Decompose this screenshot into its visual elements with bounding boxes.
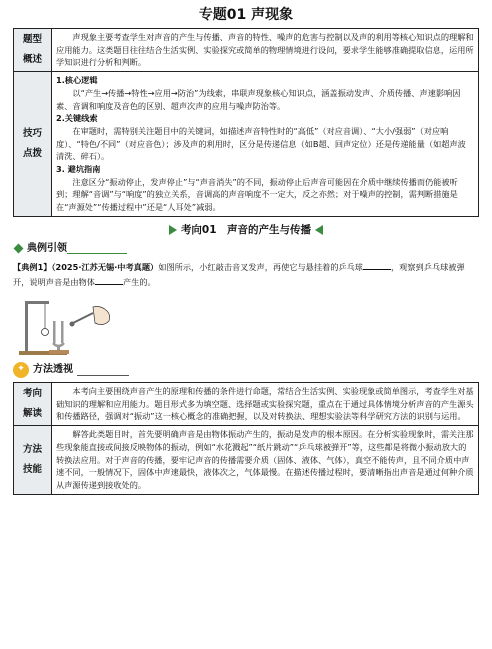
tips-table [13, 71, 479, 217]
tips-heading-3: 3. 避坑指南 [56, 164, 101, 175]
answer-blank-1[interactable] [363, 262, 391, 270]
section-example-header [13, 241, 479, 257]
intro-content [52, 29, 479, 72]
diamond-icon [14, 244, 24, 254]
page [0, 2, 492, 649]
topic-banner-text: 考向01 声音的产生与传播 [180, 223, 312, 236]
example-tag: 【典例1】 [13, 261, 52, 272]
section-method-title: 方法透视 [33, 364, 73, 376]
section-underline [67, 253, 127, 254]
tips-label: 技巧 点拨 [14, 72, 52, 217]
example-question: 【典例1】（2025·江苏无锡·中考真题）如图所示，小红敲击音叉发声，再使它与悬挂着的乒乓球 ，观察到乒乓球被弹开，说明声音是由物体 产生的。 [13, 261, 465, 288]
section-underline [77, 375, 129, 376]
method-table [13, 382, 479, 495]
tuning-fork-figure [15, 293, 479, 357]
tips-text-3: 注意区分“振动停止，发声停止”与“声音消失”的不同，振动停止后声音可能因在介质中继续传播而仍能被听到；理解“音调”与“响度”的独立关系，音调高的声音响度不一定大，反之亦然；对于噪声的控制，需判断措施是在“声源处”“传播过程中”还是“人耳处”减弱。 [56, 176, 458, 213]
page-title: 专题01 声现象 [198, 7, 294, 23]
tips-heading-1: 1.核心逻辑 [56, 75, 98, 86]
method-row2-content: 解答此类题目时，首先要明确声音是由物体振动产生的，振动是发声的根本原因。在分析实验现象时，需关注那些现象能直接或间接反映物体的振动，例如“水花溅起”“纸片跳动”“乒乓球被弹开”等，这些都是将微小振动放大的转换法应用。对于声音的传播，要牢记声音的传播需要介质（固体、液体、气体），真空不能传声，且不同介质中声速不同，一般情况下，固体中声速最快，液体次之，气体最慢。在描述传播过程时，要清晰指出声音是通过何种介质从声源传递到接收处的。 [52, 426, 479, 495]
tuning-fork-illustration [15, 293, 125, 357]
left-arrow-icon [315, 225, 323, 235]
example-source: （2025·江苏无锡·中考真题） [51, 261, 159, 272]
tips-text-1: 以“产生→传播→特性→应用→防治”为线索，串联声现象核心知识点，涵盖振动发声、介质传播、声速影响因素、音调和响度及音色的区别、超声次声的应用与噪声防治等。 [56, 87, 461, 111]
right-arrow-icon [169, 225, 177, 235]
tips-heading-2: 2.关键线索 [56, 113, 98, 124]
method-row1-label: 考向 解读 [14, 383, 52, 426]
intro-label: 题型 概述 [14, 29, 52, 72]
tips-content [52, 72, 479, 217]
section-example-title: 典例引领 [27, 243, 67, 255]
lightbulb-icon: ✦ [13, 362, 29, 378]
intro-text: 声现象主要考查学生对声音的产生与传播、声音的特性、噪声的危害与控制以及声的利用等核心知识点的理解和应用能力。这类题目往往结合生活实例、实验探究或简单的物理情境进行设问，要求学生能够准确提取信息，运用所学知识进行分析和判断。 [56, 32, 474, 68]
method-row1-content: 本考向主要围绕声音产生的原理和传播的条件进行命题，常结合生活实例、实验现象或简单图示，考查学生对基础知识的理解和应用能力。题目形式多为填空题、选择题或实验探究题，重点在于通过具体情境分析声音的产生源头和传播路径，强调对“振动”这一核心概念的准确把握，以及对转换法、理想实验法等科学研究方法的识别与运用。 [52, 383, 479, 426]
method-row2-label: 方法 技能 [14, 426, 52, 495]
answer-blank-2[interactable] [95, 277, 123, 285]
intro-table [13, 28, 479, 72]
section-method-header [13, 361, 479, 379]
tips-text-2: 在审题时，需特别关注题目中的关键词，如描述声音特性时的“高低”（对应音调）、“大小/强弱”（对应响度）、“特色/不同”（对应音色）；涉及声的利用时，区分是传递信息（如B超、回声定位）还是传递能量（如超声波清洗、碎石）。 [56, 125, 466, 162]
topic-banner [13, 223, 479, 237]
